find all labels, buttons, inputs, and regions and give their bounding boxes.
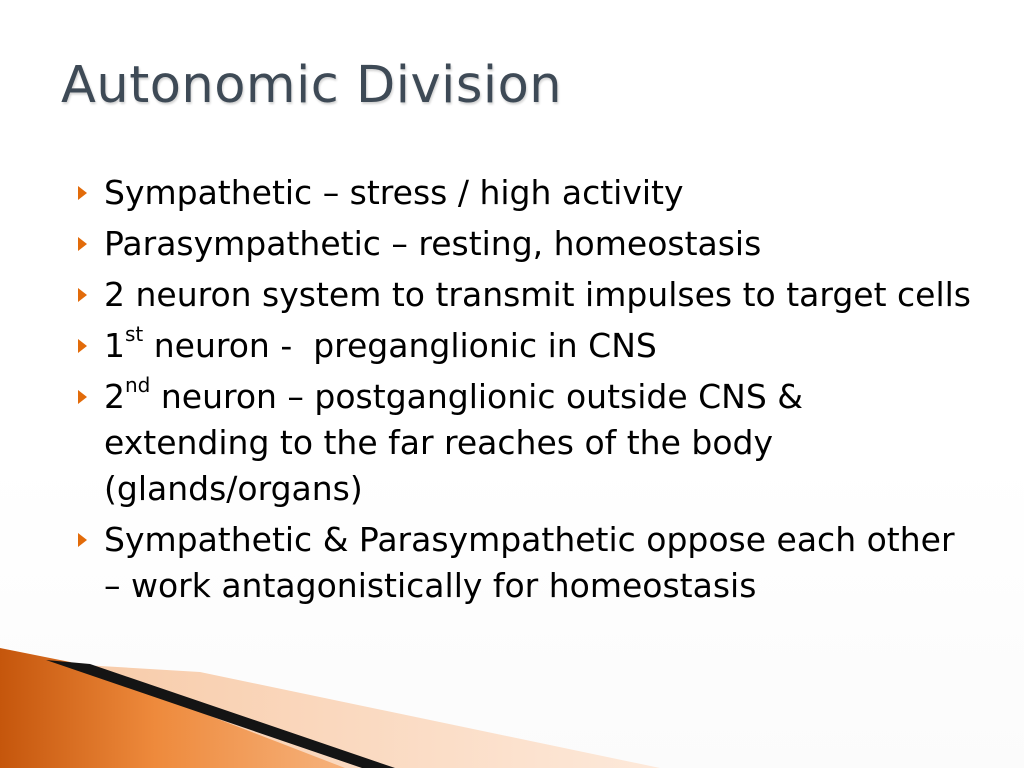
bullet-item-sympathetic: [78, 170, 978, 216]
bullet-text: Parasympathetic – resting, homeostasis: [104, 224, 762, 263]
bullet-arrow-icon: [78, 288, 87, 302]
bullet-arrow-icon: [78, 339, 87, 353]
bullet-item-two-neuron-system: [78, 272, 978, 318]
bullet-text: Sympathetic & Parasympathetic oppose each other – work antagonistically for homeostasis: [104, 520, 955, 605]
bullet-arrow-icon: [78, 390, 87, 404]
bullet-text: Sympathetic – stress / high activity: [104, 173, 684, 212]
bullet-text: 2 neuron system to transmit impulses to target cells: [104, 275, 971, 314]
bullet-text: neuron - preganglionic in CNS: [143, 326, 657, 365]
bullet-ordinal-suffix: st: [125, 322, 144, 346]
bullet-arrow-icon: [78, 237, 87, 251]
slide-title: Autonomic Division: [61, 56, 563, 115]
bullet-text: neuron – postganglionic outside CNS & extending to the far reaches of the body (glands/organs): [104, 377, 804, 508]
bullet-item-parasympathetic: [78, 221, 978, 267]
bullet-list: [78, 170, 978, 614]
bullet-ordinal-number: 1: [104, 326, 125, 365]
bullet-arrow-icon: [78, 186, 87, 200]
bullet-item-second-neuron: [78, 374, 978, 512]
bullet-arrow-icon: [78, 533, 87, 547]
bullet-item-antagonism: [78, 517, 978, 609]
bullet-ordinal-number: 2: [104, 377, 125, 416]
bullet-item-first-neuron: [78, 323, 978, 369]
bullet-ordinal-suffix: nd: [125, 373, 151, 397]
